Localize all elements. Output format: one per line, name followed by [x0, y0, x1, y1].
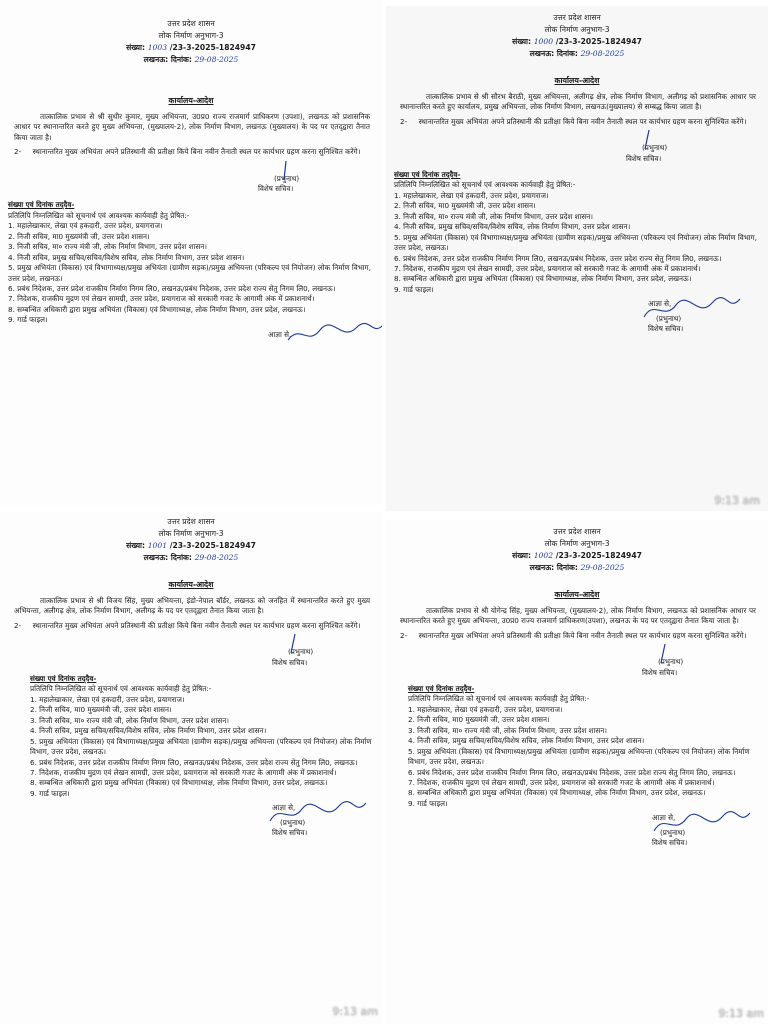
signer-name: (प्रभुनाथ) [660, 827, 686, 837]
order-number: 1003 [147, 43, 168, 53]
reference-line: संख्या: 1000 /23-3-2025-1824947 [512, 37, 642, 47]
order-date: 29-08-2025 [194, 553, 239, 563]
order-paragraph-1: तात्कालिक प्रभाव से श्री सुधीर कुमार, मुख्य अभियन्ता, उ0प्र0 राज्य राजमार्ग प्राधिकरण (उपशा), लखनऊ को प्रशासनिक आधार पर स्थानान्तरित करते हुए मुख्य अभियन्ता, (मुख्यालय-2), लोक निर्माण विभाग, लखनऊ (मुख्यालय) के पद पर एतद्‌द्वारा तैनात किया जाता है। [14, 111, 370, 142]
order-document-1000 [386, 6, 768, 511]
signer-name: (प्रभुनाथ) [658, 657, 684, 667]
photo-timestamp: 9:13 am [332, 1005, 378, 1019]
order-date: 29-08-2025 [194, 55, 239, 65]
signer-name: (प्रभुनाथ) [288, 647, 314, 657]
order-paragraph-2: 2- स्थानान्तरित मुख्य अभियंता अपने प्रतिस्थानी की प्रतीक्षा किये बिना नवीन तैनाती स्थल पर कार्यभार ग्रहण करना सुनिश्चित करेंगे। [14, 147, 361, 157]
order-number: 1002 [533, 551, 554, 561]
list-item: 9. गार्ड फाइल। [30, 788, 70, 798]
order-document-1002 [386, 520, 768, 1024]
signature-scribble-icon [652, 807, 752, 841]
list-item: 1. महालेखाकार, लेखा एवं हकदारी, उत्तर प्रदेश, प्रयागराज। [30, 694, 185, 704]
list-item: 5. प्रमुख अभियंता (विकास) एवं विभागाध्यक्ष/प्रमुख अभियंता (ग्रामीण सड़क)/प्रमुख अभियन्ता (परिकल्प एवं नियोजन) लोक निर्माण विभाग, उत्तर प्रदेश, लखनऊ। [30, 736, 372, 757]
signer-title: विशेष सचिव। [258, 184, 294, 194]
list-item: 4. निजी सचिव, प्रमुख सचिव/सचिव/विशेष सचिव, लोक निर्माण विभाग, उत्तर प्रदेश शासन। [394, 222, 631, 232]
list-item: 9. गार्ड फाइल। [8, 315, 48, 325]
letter-header [0, 516, 382, 565]
signer-title: विशेष सचिव। [272, 657, 308, 667]
section-name: लोक निर्माण अनुभाग-3 [158, 31, 224, 41]
list-item: 8. सम्बन्धित अधिकारी द्वारा प्रमुख अभियंता (विकास) एवं विभागाध्यक्ष, लोक निर्माण विभाग, उत्तर प्रदेश, लखनऊ। [394, 274, 692, 284]
date-line: लखनऊ: दिनांक: 29-08-2025 [529, 563, 625, 573]
list-item: 4. निजी सचिव, प्रमुख सचिव/सचिव/विशेष सचिव, लोक निर्माण विभाग, उत्तर प्रदेश शासन। [30, 726, 267, 736]
list-item: 7. निदेशक, राजकीय मुद्रण एवं लेखन सामग्री, उत्तर प्रदेश, प्रयागराज को सरकारी गजट के आगामी अंक में प्रकाशनार्थ। [30, 767, 337, 777]
letter-header [386, 12, 768, 61]
signature-block [626, 143, 768, 164]
list-item: 7. निदेशक, राजकीय मुद्रण एवं लेखन सामग्री, उत्तर प्रदेश, प्रयागराज को सरकारी गजट के आगामी अंक में प्रकाशनार्थ। [408, 777, 715, 787]
list-item: 7. निदेशक, राजकीय मुद्रण एवं लेखन सामग्री, उत्तर प्रदेश, प्रयागराज को सरकारी गजट के आगामी अंक में प्रकाशनार्थ। [8, 294, 315, 304]
date-line: लखनऊ: दिनांक: 29-08-2025 [143, 55, 239, 65]
list-item: 4. निजी सचिव, प्रमुख सचिव/सचिव/विशेष सचिव, लोक निर्माण विभाग, उत्तर प्रदेश शासन। [408, 736, 645, 746]
list-item: 3. निजी सचिव, मा० राज्य मंत्री जी, लोक निर्माण विभाग, उत्तर प्रदेश शासन। [8, 242, 207, 252]
date-line: लखनऊ: दिनांक: 29-08-2025 [143, 553, 239, 563]
photo-timestamp: 9:13 am [718, 1007, 764, 1021]
list-item: 5. प्रमुख अभियंता (विकास) एवं विभागाध्यक्ष/प्रमुख अभियंता (ग्रामीण सड़क)/प्रमुख अभियन्ता (परिकल्प एवं नियोजन) लोक निर्माण विभाग, उत्तर प्रदेश, लखनऊ। [8, 263, 371, 283]
order-number: 1001 [147, 541, 168, 551]
cc-heading: संख्या एवं दिनांक तद्‌दैव- [30, 674, 97, 684]
list-item: 3. निजी सचिव, मा० राज्य मंत्री जी, लोक निर्माण विभाग, उत्तर प्रदेश शासन। [408, 725, 607, 735]
letter-header [386, 526, 768, 575]
signature-block [258, 174, 382, 195]
order-title: कार्यालय-आदेश [554, 589, 600, 599]
list-item: 9. गार्ड फाइल। [394, 284, 434, 294]
cc-list [0, 695, 382, 799]
list-item: 9. गार्ड फाइल। [408, 798, 448, 808]
order-document-1003 [0, 0, 382, 505]
list-item: 5. प्रमुख अभियंता (विकास) एवं विभागाध्यक्ष/प्रमुख अभियंता (ग्रामीण सड़क)/प्रमुख अभियन्ता (परिकल्प एवं नियोजन) लोक निर्माण विभाग, उत्तर प्रदेश, लखनऊ। [408, 746, 750, 767]
signature-scribble-icon [286, 320, 382, 350]
order-by: आज्ञा से, (प्रभुनाथ) विशेष सचिव। [648, 299, 768, 334]
list-item: 3. निजी सचिव, मा० राज्य मंत्री जी, लोक निर्माण विभाग, उत्तर प्रदेश शासन। [394, 211, 593, 221]
signer-title: विशेष सचिव। [648, 324, 684, 334]
order-title: कार्यालय-आदेश [554, 75, 600, 85]
list-item: 8. सम्बन्धित अधिकारी द्वारा प्रमुख अभियंता (विकास) एवं विभागाध्यक्ष, लोक निर्माण विभाग, उत्तर प्रदेश, लखनऊ। [408, 788, 706, 798]
govt-name: उत्तर प्रदेश शासन [167, 517, 215, 526]
cc-intro: प्रतिलिपि निम्नलिखित को सूचनार्थ एवं आवश्यक कार्यवाही हेतु प्रेषित:- [408, 694, 590, 704]
list-item: 6. प्रबंध निदेशक, उत्तर प्रदेश राजकीय निर्माण निगम लि0, लखनऊ/प्रबंध निदेशक, उत्तर प्रदेश राज्य सेतु निगम लि0, लखनऊ। [30, 757, 358, 767]
order-paragraph-2: 2- स्थानान्तरित मुख्य अभियंता अपने प्रतिस्थानी की प्रतीक्षा किये बिना नवीन तैनाती स्थल पर कार्यभार ग्रहण करना सुनिश्चित करेंगे। [14, 620, 361, 630]
photo-timestamp: 9:13 am [714, 494, 760, 508]
list-item: 6. प्रबंध निदेशक, उत्तर प्रदेश राजकीय निर्माण निगम लि0, लखनऊ/प्रबंध निदेशक, उत्तर प्रदेश राज्य सेतु निगम लि0, लखनऊ। [394, 253, 722, 263]
order-date: 29-08-2025 [580, 563, 625, 573]
section-name: लोक निर्माण अनुभाग-3 [158, 529, 224, 539]
order-by: आज्ञा से, (प्रभुनाथ) विशेष सचिव। [652, 813, 768, 848]
order-title: कार्यालय-आदेश [168, 579, 214, 589]
list-item: 1. महालेखाकार, लेखा एवं हकदारी, उत्तर प्रदेश, प्रयागराज। [394, 190, 549, 200]
list-item: 3. निजी सचिव, मा० राज्य मंत्री जी, लोक निर्माण विभाग, उत्तर प्रदेश शासन। [30, 715, 229, 725]
signature-scribble-icon [640, 129, 654, 151]
list-item: 1. महालेखाकार, लेखा एवं हकदारी, उत्तर प्रदेश, प्रयागराज। [408, 704, 563, 714]
letter-header [0, 18, 382, 67]
govt-name: उत्तर प्रदेश शासन [553, 527, 601, 536]
signer-title: विशेष सचिव। [626, 153, 662, 163]
order-paragraph-2: 2- स्थानान्तरित मुख्य अभियंता अपने प्रतिस्थानी की प्रतीक्षा किये बिना नवीन तैनाती स्थल पर कार्यभार ग्रहण करना सुनिश्चित करेंगे। [400, 116, 747, 126]
section-name: लोक निर्माण अनुभाग-3 [544, 539, 610, 549]
signature-scribble-icon [268, 797, 368, 831]
signature-scribble-icon [278, 160, 292, 182]
signer-name: (प्रभुनाथ) [280, 817, 306, 827]
signature-block [642, 657, 768, 678]
signature-scribble-icon [286, 633, 300, 655]
order-number: 1000 [533, 37, 554, 47]
cc-intro: प्रतिलिपि निम्नलिखित को सूचनार्थ एवं आवश्यक कार्यवाही हेतु प्रेषित:- [394, 180, 576, 190]
list-item: 2. निजी सचिव, मा0 मुख्यमंत्री जी, उत्तर प्रदेश शासन। [8, 231, 150, 241]
cc-list [386, 191, 768, 295]
order-document-1001 [0, 512, 382, 1024]
order-by: आज्ञा से, (प्रभुनाथ) विशेष सचिव। [272, 803, 382, 838]
list-item: 6. प्रबंध निदेशक, उत्तर प्रदेश राजकीय निर्माण निगम लि0, लखनऊ/प्रबंध निदेशक, उत्तर प्रदेश राज्य सेतु निगम लि0, लखनऊ। [8, 283, 336, 293]
order-paragraph-1: तात्कालिक प्रभाव से श्री विजय सिंह, मुख्य अभियन्ता, इंडो-नेपाल बॉर्डर, लखनऊ को जनहित में स्थानान्तरित करते हुए मुख्य अभियन्ता, अलीगढ़ क्षेत्र, लोक निर्माण विभाग, अलीगढ़ के पद पर एतद्‌द्वारा तैनात किया जाता है। [14, 595, 370, 616]
list-item: 1. महालेखाकार, लेखा एवं हकदारी, उत्तर प्रदेश, प्रयागराज। [8, 221, 163, 231]
signer-name: (प्रभुनाथ) [656, 313, 682, 323]
order-paragraph-1: तात्कालिक प्रभाव से श्री योगेन्द्र सिंह, मुख्य अभियन्ता, (मुख्यालय-2), लोक निर्माण विभाग, लखनऊ को प्रशासनिक आधार पर स्थानान्तरित करते हुए मुख्य अभियन्ता, उ0प्र0 राज्य राजमार्ग प्राधिकरण(उपशा), लखनऊ के पद पर एतद्‌द्वारा तैनात किया जाता है। [400, 605, 756, 626]
order-by: आज्ञा से, [268, 330, 382, 340]
signer-title: विशेष सचिव। [272, 828, 308, 838]
govt-name: उत्तर प्रदेश शासन [167, 19, 215, 28]
signature-scribble-icon [642, 293, 742, 327]
cc-intro: प्रतिलिपि निम्नलिखित को सूचनार्थ एवं आवश्यक कार्यवाही हेतु प्रेषित:- [30, 684, 212, 694]
cc-list [386, 705, 768, 809]
cc-list [0, 221, 382, 325]
govt-name: उत्तर प्रदेश शासन [553, 13, 601, 22]
order-date: 29-08-2025 [580, 49, 625, 59]
reference-line: संख्या: 1003 /23-3-2025-1824947 [126, 43, 256, 53]
signer-name: (प्रभुनाथ) [642, 143, 668, 153]
cc-intro: प्रतिलिपि निम्नलिखित को सूचनार्थ एवं आवश्यक कार्यवाही हेतु प्रेषित:- [8, 210, 190, 220]
signature-block [272, 647, 382, 668]
list-item: 6. प्रबंध निदेशक, उत्तर प्रदेश राजकीय निर्माण निगम लि0, लखनऊ/प्रबंध निदेशक, उत्तर प्रदेश राज्य सेतु निगम लि0, लखनऊ। [408, 767, 736, 777]
list-item: 2. निजी सचिव, मा0 मुख्यमंत्री जी, उत्तर प्रदेश शासन। [394, 201, 536, 211]
signer-title: विशेष सचिव। [652, 838, 688, 848]
order-paragraph-1: तात्कालिक प्रभाव से श्री सौरभ बैराठी, मुख्य अभियन्ता, अलीगढ़ क्षेत्र, लोक निर्माण विभाग, अलीगढ़ को प्रशासनिक आधार पर स्थानान्तरित करते हुए कार्यालय, प्रमुख अभियन्ता, लोक निर्माण विभाग, लखनऊ(मुख्यालय) से सम्बद्ध किया जाता है। [400, 91, 756, 112]
list-item: 8. सम्बन्धित अधिकारी द्वारा प्रमुख अभियंता (विकास) एवं विभागाध्यक्ष, लोक निर्माण विभाग, उत्तर प्रदेश, लखनऊ। [30, 778, 328, 788]
reference-line: संख्या: 1002 /23-3-2025-1824947 [512, 551, 642, 561]
order-paragraph-2: 2- स्थानान्तरित मुख्य अभियंता अपने प्रतिस्थानी की प्रतीक्षा किये बिना नवीन तैनाती स्थल पर कार्यभार ग्रहण करना सुनिश्चित करेंगे। [400, 630, 747, 640]
reference-line: संख्या: 1001 /23-3-2025-1824947 [126, 541, 256, 551]
cc-heading: संख्या एवं दिनांक तद्‌दैव- [394, 170, 461, 180]
signer-name: (प्रभुनाथ) [274, 173, 300, 183]
signer-title: विशेष सचिव। [642, 667, 678, 677]
list-item: 5. प्रमुख अभियंता (विकास) एवं विभागाध्यक्ष/प्रमुख अभियंता (ग्रामीण सड़क)/प्रमुख अभियन्ता (परिकल्प एवं नियोजन) लोक निर्माण विभाग, उत्तर प्रदेश, लखनऊ। [394, 232, 757, 253]
section-name: लोक निर्माण अनुभाग-3 [544, 25, 610, 35]
signature-scribble-icon [656, 643, 670, 665]
list-item: 2. निजी सचिव, मा0 मुख्यमंत्री जी, उत्तर प्रदेश शासन। [30, 705, 172, 715]
list-item: 2. निजी सचिव, मा0 मुख्यमंत्री जी, उत्तर प्रदेश शासन। [408, 715, 550, 725]
cc-heading: संख्या एवं दिनांक तद्‌दैव- [408, 684, 475, 694]
list-item: 8. सम्बन्धित अधिकारी द्वारा प्रमुख अभियंता (विकास) एवं विभागाध्यक्ष, लोक निर्माण विभाग, उत्तर प्रदेश, लखनऊ। [8, 304, 306, 314]
list-item: 4. निजी सचिव, प्रमुख सचिव/सचिव/विशेष सचिव, लोक निर्माण विभाग, उत्तर प्रदेश शासन। [8, 252, 245, 262]
date-line: लखनऊ: दिनांक: 29-08-2025 [529, 49, 625, 59]
order-title: कार्यालय-आदेश [168, 95, 214, 105]
cc-heading: संख्या एवं दिनांक तद्‌दैव- [8, 200, 75, 210]
list-item: 7. निदेशक, राजकीय मुद्रण एवं लेखन सामग्री, उत्तर प्रदेश, प्रयागराज को सरकारी गजट के आगामी अंक में प्रकाशनार्थ। [394, 263, 701, 273]
